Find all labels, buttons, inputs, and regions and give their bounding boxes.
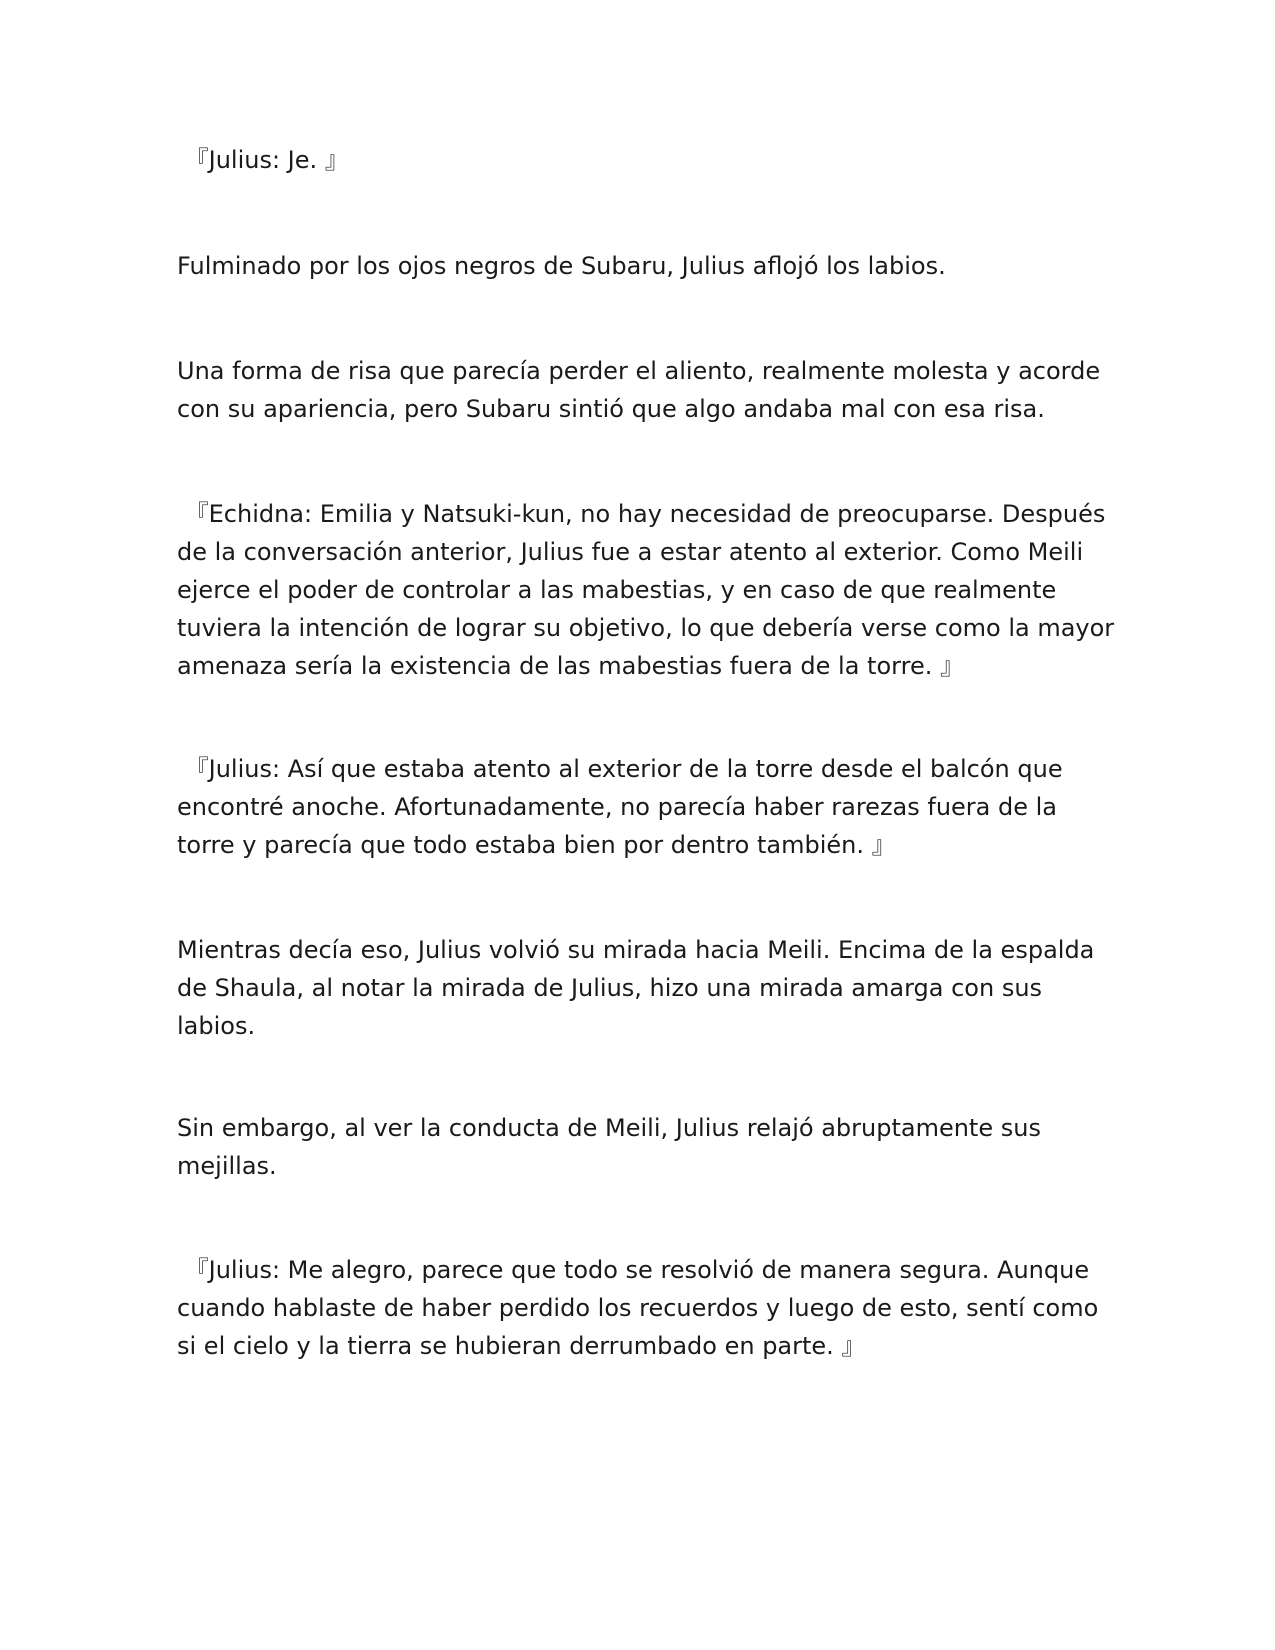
narration-paragraph: Sin embargo, al ver la conducta de Meili, Julius relajó abruptamente sus mejillas. [177, 1114, 1041, 1180]
dialogue-paragraph: 『Echidna: Emilia y Natsuki-kun, no hay necesidad de preocuparse. Después de la conversación anterior, Julius fue a estar atento al exterior. Como Meili ejerce el poder de controlar a las mabestias, y en caso de que realmente tuviera la intención de lograr su objetivo, lo que debería verse como la mayor amenaza sería la existencia de las mabestias fuera de la torre. 』 [177, 500, 1115, 680]
narration-paragraph: Fulminado por los ojos negros de Subaru, Julius aflojó los labios. [177, 252, 946, 280]
dialogue-paragraph: 『Julius: Me alegro, parece que todo se resolvió de manera segura. Aunque cuando hablaste de haber perdido los recuerdos y luego de esto, sentí como si el cielo y la tierra se hubieran derrumbado en parte. 』 [177, 1256, 1099, 1360]
dialogue-paragraph: 『Julius: Así que estaba atento al exterior de la torre desde el balcón que encontré anoche. Afortunadamente, no parecía haber rarezas fuera de la torre y parecía que todo estaba bien por dentro también. 』 [177, 755, 1063, 859]
narration-paragraph: Una forma de risa que parecía perder el aliento, realmente molesta y acorde con su apariencia, pero Subaru sintió que algo andaba mal con esa risa. [177, 357, 1101, 423]
narration-paragraph: Mientras decía eso, Julius volvió su mirada hacia Meili. Encima de la espalda de Shaula, al notar la mirada de Julius, hizo una mirada amarga con sus labios. [177, 936, 1095, 1040]
dialogue-paragraph: 『Julius: Je. 』 [177, 146, 349, 174]
